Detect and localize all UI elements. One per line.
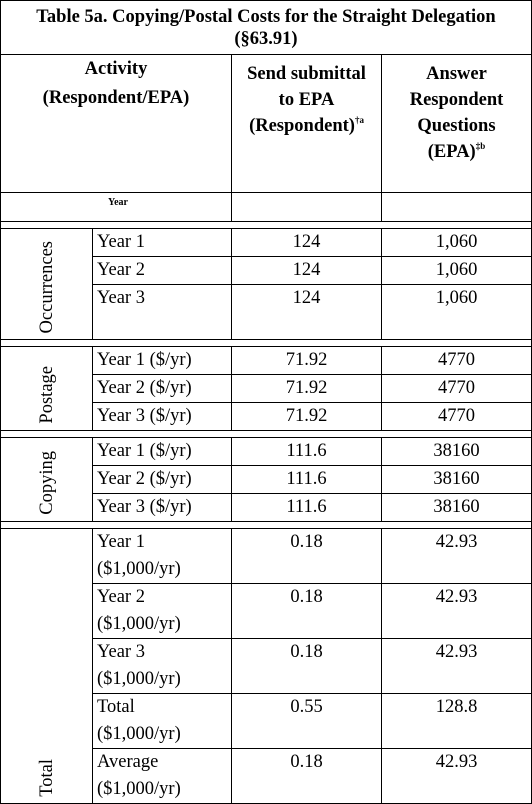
cell-send-submittal: 111.6 xyxy=(232,438,382,466)
table-title-row xyxy=(1,1,532,55)
send-submittal-header-line1: Send submittal xyxy=(247,64,366,84)
occurrences-group-label-cell xyxy=(1,229,93,340)
year-header-empty-cell-1 xyxy=(232,193,382,222)
row-label: Year 1 ($/yr) xyxy=(93,438,232,466)
total-group-label: Total xyxy=(36,759,57,797)
separator-cell xyxy=(1,222,532,229)
answer-questions-footnote-marker: ‡b xyxy=(475,141,486,151)
answer-questions-header-line3: Questions xyxy=(417,116,496,136)
total-group-label-cell xyxy=(1,529,93,804)
cell-send-submittal: 0.18 xyxy=(232,749,382,804)
row-label: Year 3 ($/yr) xyxy=(93,403,232,431)
cell-answer-questions: 4770 xyxy=(382,375,532,403)
cell-answer-questions: 38160 xyxy=(382,438,532,466)
answer-questions-header-line1: Answer xyxy=(426,64,487,84)
activity-header: Activity xyxy=(1,55,232,84)
header-row-activity xyxy=(1,55,532,84)
cell-send-submittal: 111.6 xyxy=(232,494,382,522)
cell-answer-questions: 1,060 xyxy=(382,229,532,257)
respondent-epa-header: (Respondent/EPA) xyxy=(1,83,232,193)
postage-group-label: Postage xyxy=(36,366,57,424)
table-row xyxy=(1,438,532,466)
header-row-year xyxy=(1,193,532,222)
send-submittal-header-line3: (Respondent) xyxy=(249,116,355,136)
row-label xyxy=(93,584,232,639)
row-label: Year 3 ($/yr) xyxy=(93,494,232,522)
cell-answer-questions: 4770 xyxy=(382,403,532,431)
year-header-empty-cell-2 xyxy=(382,193,532,222)
separator-row xyxy=(1,431,532,438)
answer-questions-header xyxy=(382,55,532,193)
cell-send-submittal: 71.92 xyxy=(232,375,382,403)
send-submittal-header xyxy=(232,55,382,193)
row-label: Year 2 xyxy=(93,257,232,285)
row-label-line2: ($1,000/yr) xyxy=(97,614,181,634)
separator-row xyxy=(1,340,532,347)
cell-answer-questions: 38160 xyxy=(382,494,532,522)
cell-send-submittal: 124 xyxy=(232,257,382,285)
separator-cell xyxy=(1,522,532,529)
cell-answer-questions: 1,060 xyxy=(382,285,532,340)
answer-questions-header-line2: Respondent xyxy=(409,90,504,110)
cell-send-submittal: 0.18 xyxy=(232,639,382,694)
cell-send-submittal: 71.92 xyxy=(232,347,382,375)
cell-send-submittal: 0.55 xyxy=(232,694,382,749)
copying-group-label-cell xyxy=(1,438,93,522)
table-row xyxy=(1,529,532,584)
row-label-line1: Average xyxy=(97,752,159,772)
cell-answer-questions: 1,060 xyxy=(382,257,532,285)
row-label: Year 1 ($/yr) xyxy=(93,347,232,375)
table-row xyxy=(1,229,532,257)
row-label: Year 2 ($/yr) xyxy=(93,466,232,494)
row-label xyxy=(93,749,232,804)
separator-cell xyxy=(1,340,532,347)
cell-answer-questions: 42.93 xyxy=(382,749,532,804)
row-label-line1: Year 1 xyxy=(97,532,145,552)
cell-answer-questions: 128.8 xyxy=(382,694,532,749)
row-label: Year 2 ($/yr) xyxy=(93,375,232,403)
cell-send-submittal: 124 xyxy=(232,229,382,257)
copying-group-label: Copying xyxy=(36,451,57,515)
cell-send-submittal: 71.92 xyxy=(232,403,382,431)
occurrences-group-label: Occurrences xyxy=(36,240,57,333)
cell-answer-questions: 38160 xyxy=(382,466,532,494)
separator-row xyxy=(1,222,532,229)
answer-questions-header-line4: (EPA) xyxy=(427,142,476,162)
year-header: Year xyxy=(1,193,232,222)
row-label: Year 1 xyxy=(93,229,232,257)
row-label xyxy=(93,694,232,749)
row-label-line2: ($1,000/yr) xyxy=(97,779,181,799)
cell-send-submittal: 124 xyxy=(232,285,382,340)
cell-answer-questions: 4770 xyxy=(382,347,532,375)
row-label-line2: ($1,000/yr) xyxy=(97,559,181,579)
separator-row xyxy=(1,522,532,529)
row-label-line2: ($1,000/yr) xyxy=(97,669,181,689)
send-submittal-header-line2: to EPA xyxy=(278,90,335,110)
cell-answer-questions: 42.93 xyxy=(382,639,532,694)
postage-group-label-cell xyxy=(1,347,93,431)
cell-answer-questions: 42.93 xyxy=(382,529,532,584)
row-label-line1: Year 3 xyxy=(97,642,145,662)
row-label-line1: Total xyxy=(97,697,135,717)
row-label xyxy=(93,639,232,694)
cell-send-submittal: 111.6 xyxy=(232,466,382,494)
row-label xyxy=(93,529,232,584)
cell-send-submittal: 0.18 xyxy=(232,529,382,584)
send-submittal-footnote-marker: †a xyxy=(354,115,364,125)
table-title: Table 5a. Copying/Postal Costs for the Straight Delegation (§63.91) xyxy=(1,1,532,55)
table-row xyxy=(1,347,532,375)
row-label-line1: Year 2 xyxy=(97,587,145,607)
row-label: Year 3 xyxy=(93,285,232,340)
cell-send-submittal: 0.18 xyxy=(232,584,382,639)
row-label-line2: ($1,000/yr) xyxy=(97,724,181,744)
separator-cell xyxy=(1,431,532,438)
cell-answer-questions: 42.93 xyxy=(382,584,532,639)
